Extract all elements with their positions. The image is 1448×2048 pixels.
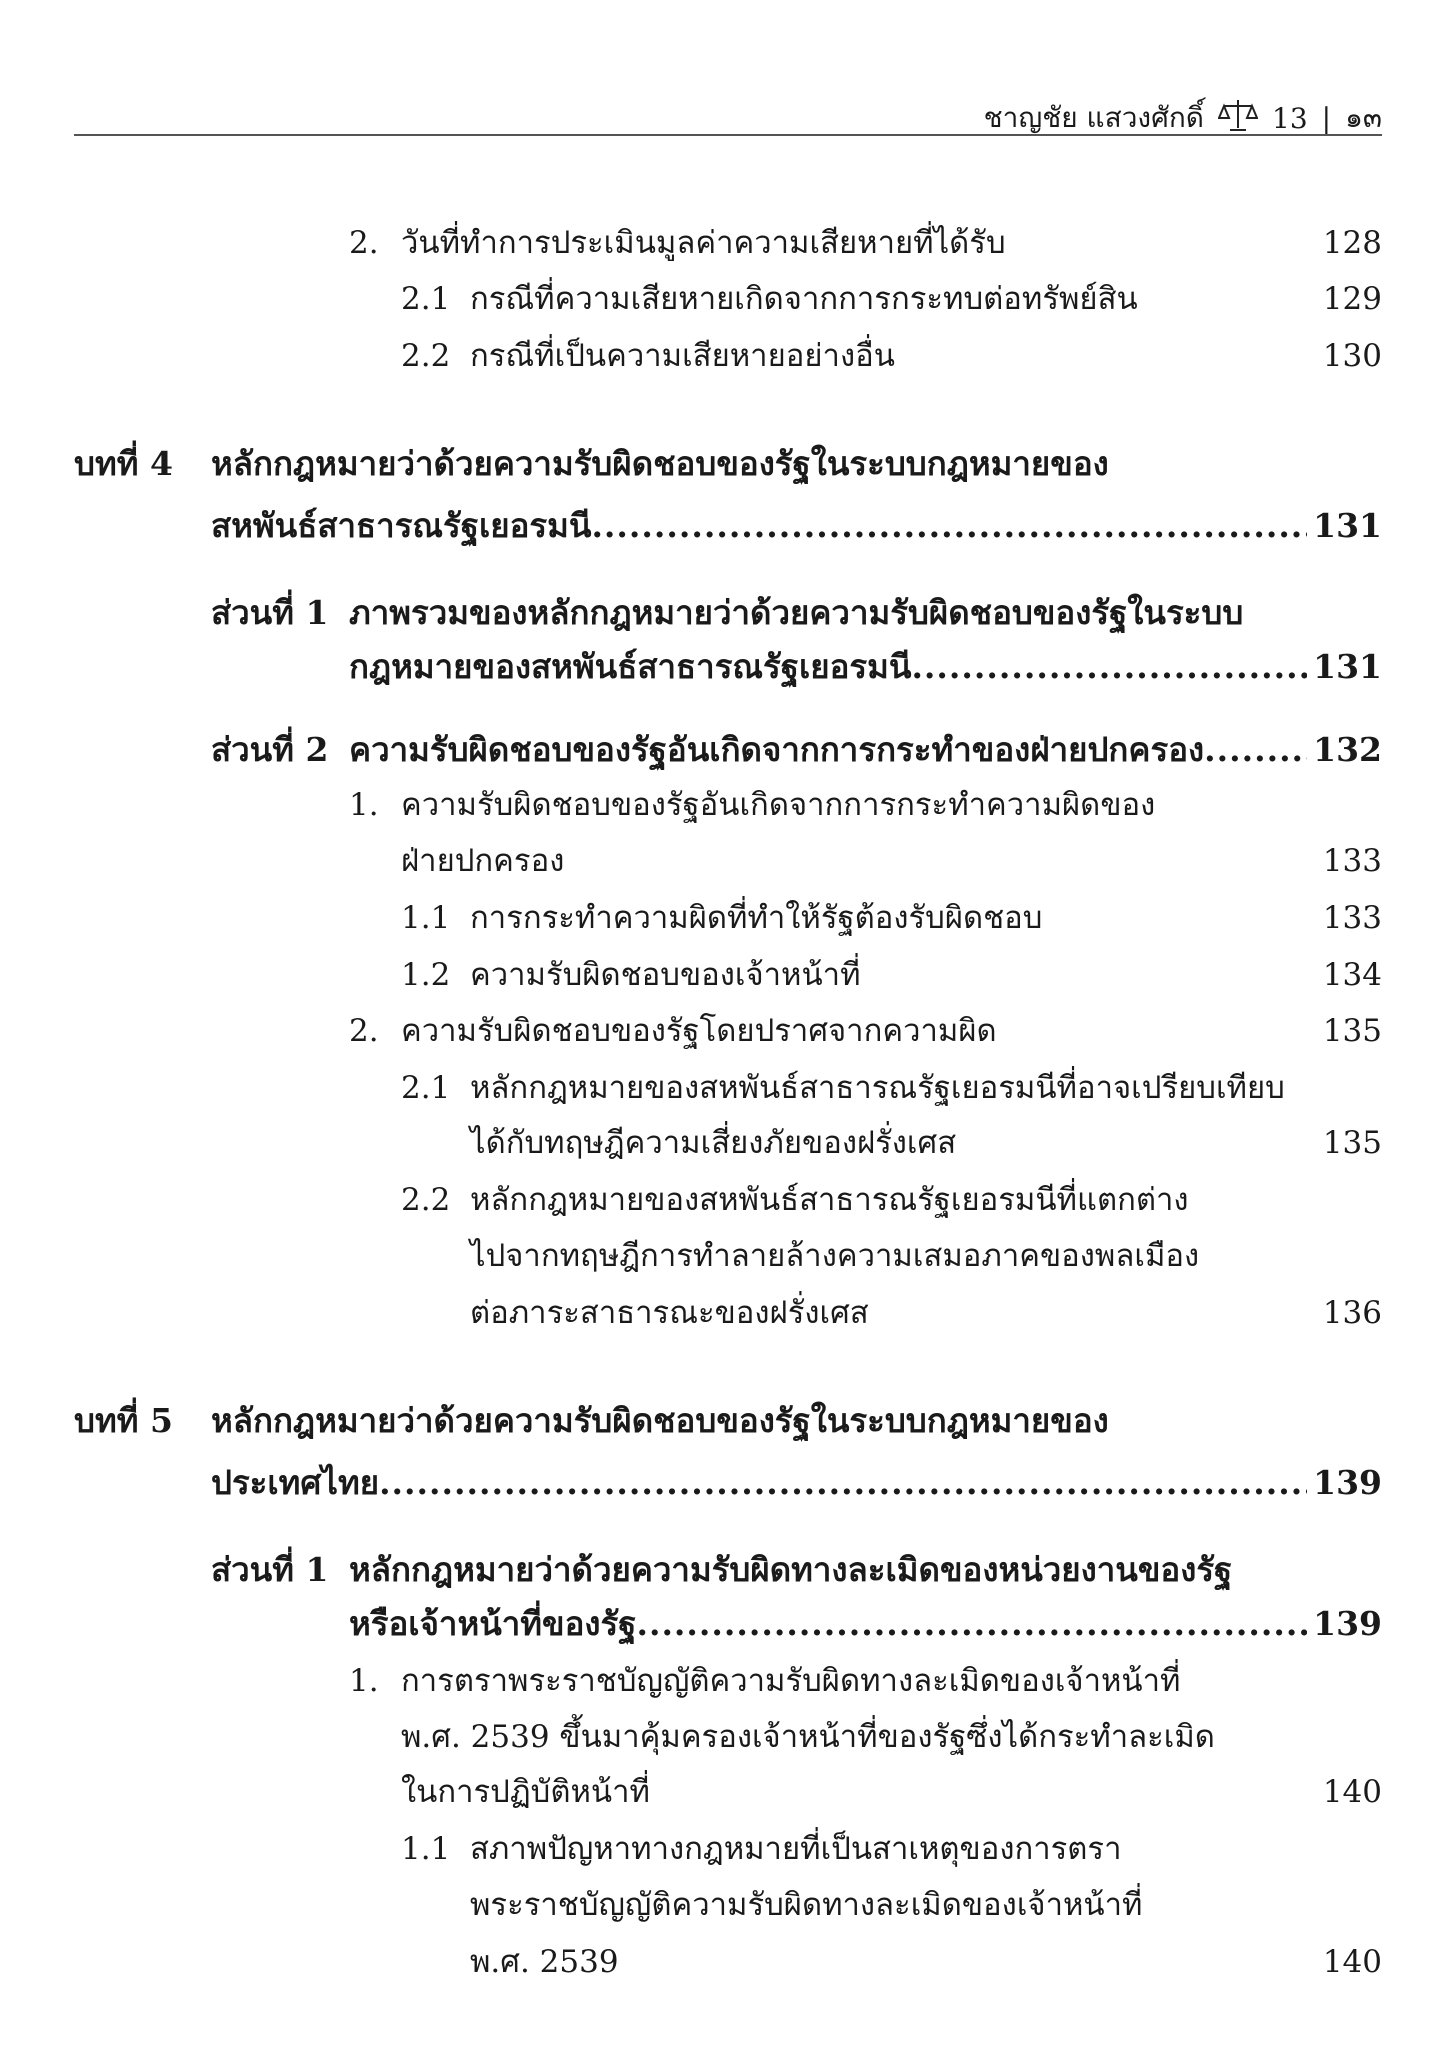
author-name: ชาญชัย แสวงศักดิ์: [983, 101, 1204, 134]
toc-entry-text: ในการปฏิบัติหน้าที่: [401, 1774, 650, 1810]
toc-entry-line: [470, 1228, 1382, 1284]
toc-entry-label: 2.1: [401, 281, 451, 317]
toc-page-number: 132: [1313, 730, 1382, 769]
toc-entry-line: [401, 890, 1382, 946]
toc-page-number: 131: [1313, 506, 1382, 545]
toc-entry-label: 2.: [349, 225, 379, 261]
toc-entry-text: หลักกฎหมายว่าด้วยความรับผิดชอบของรัฐในระบบกฎหมายของ: [211, 1401, 1109, 1440]
toc-entry-text: กฎหมายของสหพันธ์สาธารณรัฐเยอรมนี: [349, 647, 912, 686]
toc-entry-line: [211, 1542, 1382, 1598]
toc-entry-line: [211, 722, 1382, 778]
toc-page-number: 128: [1322, 225, 1382, 261]
toc-entry-line: [401, 947, 1382, 1003]
header-rule: [74, 134, 1382, 136]
toc-entry-text: ความรับผิดชอบของเจ้าหน้าที่: [470, 957, 861, 993]
toc-entry-text: ความรับผิดชอบของรัฐอันเกิดจากการกระทำของฝ่ายปกครอง: [349, 730, 1205, 769]
toc-entry-label: 2.2: [401, 1182, 451, 1218]
toc-page-number: 139: [1313, 1604, 1382, 1643]
toc-entry-label: 1.1: [401, 900, 451, 936]
toc-entry-text: ความรับผิดชอบของรัฐอันเกิดจากการกระทำความผิดของ: [401, 787, 1156, 823]
toc-page-number: 134: [1322, 957, 1382, 993]
toc-entry-text: พ.ศ. 2539 ขึ้นมาคุ้มครองเจ้าหน้าที่ของรัฐซึ่งได้กระทำละเมิด: [401, 1719, 1215, 1755]
toc-entry-text: สภาพปัญหาทางกฎหมายที่เป็นสาเหตุของการตรา: [470, 1831, 1122, 1867]
toc-entry-line: [470, 1877, 1382, 1933]
toc-page-number: 131: [1313, 647, 1382, 686]
dot-leader: [636, 1596, 1307, 1652]
page-number: 13: [1272, 101, 1308, 135]
toc-entry-label: บทที่ 5: [74, 1401, 173, 1440]
toc-entry-line: [211, 498, 1382, 554]
toc-entry-text: ได้กับทฤษฎีความเสี่ยงภัยของฝรั่งเศส: [470, 1125, 957, 1161]
page-separator: |: [1321, 101, 1332, 135]
dot-leader: [591, 498, 1307, 554]
toc-page-number: 140: [1322, 1944, 1382, 1980]
toc-entry-label: 1.1: [401, 1831, 451, 1867]
toc-entry-line: [470, 1285, 1382, 1341]
toc-entry-label: บทที่ 4: [74, 444, 173, 483]
toc-entry-text: พ.ศ. 2539: [470, 1944, 619, 1980]
toc-entry-label: ส่วนที่ 1: [211, 1550, 329, 1589]
toc-entry-label: 1.: [349, 1663, 379, 1699]
toc-entry-line: [74, 1393, 1382, 1449]
toc-entry-text: การตราพระราชบัญญัติความรับผิดทางละเมิดของเจ้าหน้าที่: [401, 1663, 1181, 1699]
toc-page-number: 135: [1322, 1125, 1382, 1161]
toc-page-number: 140: [1322, 1774, 1382, 1810]
toc-entry-label: 1.: [349, 787, 379, 823]
dot-leader: [1204, 722, 1307, 778]
toc-entry-line: [349, 639, 1382, 695]
toc-entry-text: ฝ่ายปกครอง: [401, 843, 565, 879]
toc-entry-line: [349, 215, 1382, 271]
toc-entry-line: [401, 271, 1382, 327]
toc-entry-line: [74, 436, 1382, 492]
dot-leader: [379, 1455, 1307, 1511]
toc-entry-text: พระราชบัญญัติความรับผิดทางละเมิดของเจ้าหน้าที่: [470, 1887, 1143, 1923]
toc-entry-text: หลักกฎหมายของสหพันธ์สาธารณรัฐเยอรมนีที่อาจเปรียบเทียบ: [470, 1070, 1285, 1106]
toc-entry-text: วันที่ทำการประเมินมูลค่าความเสียหายที่ได้รับ: [401, 225, 1006, 261]
toc-entry-label: ส่วนที่ 1: [211, 593, 329, 632]
toc-entry-line: [349, 1653, 1382, 1709]
toc-entry-line: [470, 1115, 1382, 1171]
toc-entry-text: สหพันธ์สาธารณรัฐเยอรมนี: [211, 506, 592, 545]
toc-entry-text: กรณีที่เป็นความเสียหายอย่างอื่น: [470, 338, 895, 374]
page-number-thai: ๑๓: [1345, 101, 1382, 134]
toc-page-number: 139: [1313, 1463, 1382, 1502]
toc-entry-line: [349, 1003, 1382, 1059]
toc-entry-line: [401, 328, 1382, 384]
toc-page-number: 129: [1322, 281, 1382, 317]
toc-entry-label: 1.2: [401, 957, 451, 993]
toc-page-number: 133: [1322, 900, 1382, 936]
toc-entry-line: [401, 1060, 1382, 1116]
toc-entry-line: [470, 1934, 1382, 1990]
toc-entry-line: [211, 585, 1382, 641]
toc-entry-text: ความรับผิดชอบของรัฐโดยปราศจากความผิด: [401, 1013, 997, 1049]
toc-page-number: 136: [1322, 1295, 1382, 1331]
toc-entry-text: หลักกฎหมายของสหพันธ์สาธารณรัฐเยอรมนีที่แตกต่าง: [470, 1182, 1189, 1218]
toc-page-number: 133: [1322, 843, 1382, 879]
toc-entry-text: ต่อภาระสาธารณะของฝรั่งเศส: [470, 1295, 869, 1331]
toc-entry-text: ไปจากทฤษฎีการทำลายล้างความเสมอภาคของพลเมือง: [470, 1238, 1200, 1274]
toc-entry-text: หลักกฎหมายว่าด้วยความรับผิดชอบของรัฐในระบบกฎหมายของ: [211, 444, 1109, 483]
toc-entry-label: 2.: [349, 1013, 379, 1049]
toc-entry-text: กรณีที่ความเสียหายเกิดจากการกระทบต่อทรัพย์สิน: [470, 281, 1138, 317]
dot-leader: [911, 639, 1307, 695]
toc-page-number: 135: [1322, 1013, 1382, 1049]
toc-entry-text: หรือเจ้าหน้าที่ของรัฐ: [349, 1604, 637, 1643]
toc-entry-line: [349, 777, 1382, 833]
toc-entry-line: [349, 1596, 1382, 1652]
toc-entry-label: 2.1: [401, 1070, 451, 1106]
toc-entry-line: [401, 1709, 1382, 1765]
toc-entry-text: หลักกฎหมายว่าด้วยความรับผิดทางละเมิดของหน่วยงานของรัฐ: [349, 1550, 1233, 1589]
toc-page-number: 130: [1322, 338, 1382, 374]
toc-entry-line: [401, 1821, 1382, 1877]
scales-icon: [1218, 98, 1258, 139]
toc-entry-line: [401, 1764, 1382, 1820]
toc-entry-text: การกระทำความผิดที่ทำให้รัฐต้องรับผิดชอบ: [470, 900, 1043, 936]
toc-entry-label: ส่วนที่ 2: [211, 730, 329, 769]
toc-entry-line: [401, 1172, 1382, 1228]
toc-entry-label: 2.2: [401, 338, 451, 374]
toc-entry-line: [401, 833, 1382, 889]
toc-entry-line: [211, 1455, 1382, 1511]
toc-entry-text: ประเทศไทย: [211, 1463, 380, 1502]
toc-entry-text: ภาพรวมของหลักกฎหมายว่าด้วยความรับผิดชอบของรัฐในระบบ: [349, 593, 1244, 632]
